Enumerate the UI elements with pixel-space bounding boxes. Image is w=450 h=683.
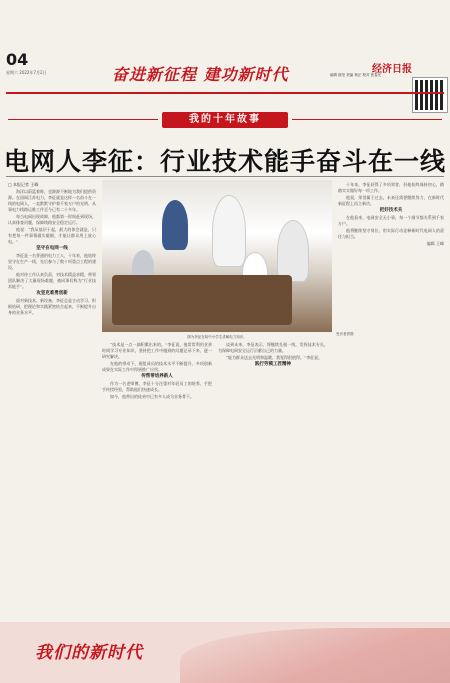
paragraph: 在他的带动下，班组成员的技术水平不断提升，多项创新成果在实际工作中得到推广应用。 — [102, 361, 212, 372]
footer-slogan: 我们的新时代 — [35, 643, 143, 663]
page-number: 04 — [6, 50, 29, 69]
paragraph: 每当电网出现故障，他都第一时间赶到现场，认真排查问题，保障线路安全稳定运行。 — [8, 214, 96, 225]
paragraph: 如今，他带出的徒弟中已有多人成为业务骨干。 — [110, 394, 194, 399]
paragraph: 他说：“我从基层干起，最大的体会就是，只有把每一件事情做实做细，才能让群众用上放心电。” — [8, 227, 96, 244]
subheading: 践行劳模工匠精神 — [255, 362, 291, 367]
paragraph: 他对待工作认真负责，对技术精益求精，带领团队解决了大量现场难题，被同事们称为“行业技术能手”。 — [8, 272, 96, 289]
paragraph: “技术是一点一滴积累出来的。”李征说，他常常利用业余时间学习专业知识，坚持把工作中遇到的问题记录下来，逐一研究解决。 — [102, 342, 212, 359]
qr-code-icon — [413, 78, 447, 112]
photo-figure — [277, 220, 309, 282]
paragraph: 谈到未来，李征表示，将继续扎根一线，发挥技术专长，为保障电网安全运行贡献自己的力量。 — [218, 342, 328, 353]
headline-rule — [6, 176, 444, 177]
column-banner-label: 我的十年故事 — [189, 114, 261, 125]
article-headline: 电网人李征：行业技术能手奋斗在一线 — [3, 147, 446, 176]
date-line: 星期六 2022年7月2日 — [6, 70, 47, 75]
section-slogan: 奋进新征程 建功新时代 — [112, 65, 289, 84]
paragraph: 十年来，李征获得了多项荣誉，但他始终保持初心，踏踏实实做好每一项工作。 — [338, 182, 444, 193]
paragraph: 李征是一名普通的电力工人，十年来，他始终坚守在生产一线，先后参与了数十项重点工程的建设。 — [8, 253, 96, 270]
article-photo — [102, 180, 332, 332]
photo-caption: 图为李征在给中小学生讲解电力知识。 — [187, 335, 247, 339]
subheading: 坚守在电网一线 — [36, 246, 68, 251]
article-column-3 — [218, 342, 328, 612]
header-rule — [6, 92, 444, 94]
paper-logo: 经济日报 — [372, 64, 412, 75]
article-column-1 — [8, 182, 96, 612]
subheading: 传帮带培养新人 — [141, 374, 173, 379]
subheading: 攻坚克难勇创新 — [36, 291, 68, 296]
photo-figure — [162, 200, 188, 250]
column-banner — [162, 112, 288, 128]
paragraph: “能为群众送去光明和温暖，我觉得很值得。”李征说。 — [226, 355, 323, 360]
article-column-2 — [102, 342, 212, 612]
photo-credit: 受访者供图 — [336, 332, 354, 336]
editors-credit: 编辑 薛莹 美编 杨正 校对 张春光 — [330, 73, 382, 77]
photo-table — [112, 275, 292, 325]
banner-line-right — [292, 119, 442, 120]
paragraph: 在他看来，电网安全无小事，每一个细节都关系到千家万户。 — [338, 215, 444, 226]
paragraph: 作为一名老师傅，李征十分注重对年轻员工的培养，手把手传授经验，帮助他们快速成长。 — [102, 381, 212, 392]
subheading: 把好技术关 — [379, 208, 403, 213]
paragraph: 他将继续坚守岗位，用实际行动诠释新时代电网人的责任与担当。 — [338, 228, 444, 239]
article-column-4 — [338, 182, 444, 612]
banner-line-left — [8, 119, 158, 120]
article-byline: □ 本报记者 王峰 — [8, 182, 39, 187]
photo-figure — [212, 195, 246, 267]
paragraph: 面对新技术、新设备，李征总是主动学习、积极钻研，把理论和实践紧密结合起来，不断提升自身的业务水平。 — [8, 298, 96, 315]
author-sign: 编辑 王峰 — [426, 241, 444, 246]
paragraph: 他说，荣誉属于过去，未来还需要继续努力，在新时代新征程上再立新功。 — [338, 195, 444, 206]
paragraph: 海洋以蔚蓝着称，也源源不断地为我们提供资源。在国网江苏电力，李征就是这样一名奋斗在一线的电网人，一直默默守护着千家万户的光明，从事电力线路运维工作至今已有二十多年。 — [8, 189, 96, 212]
